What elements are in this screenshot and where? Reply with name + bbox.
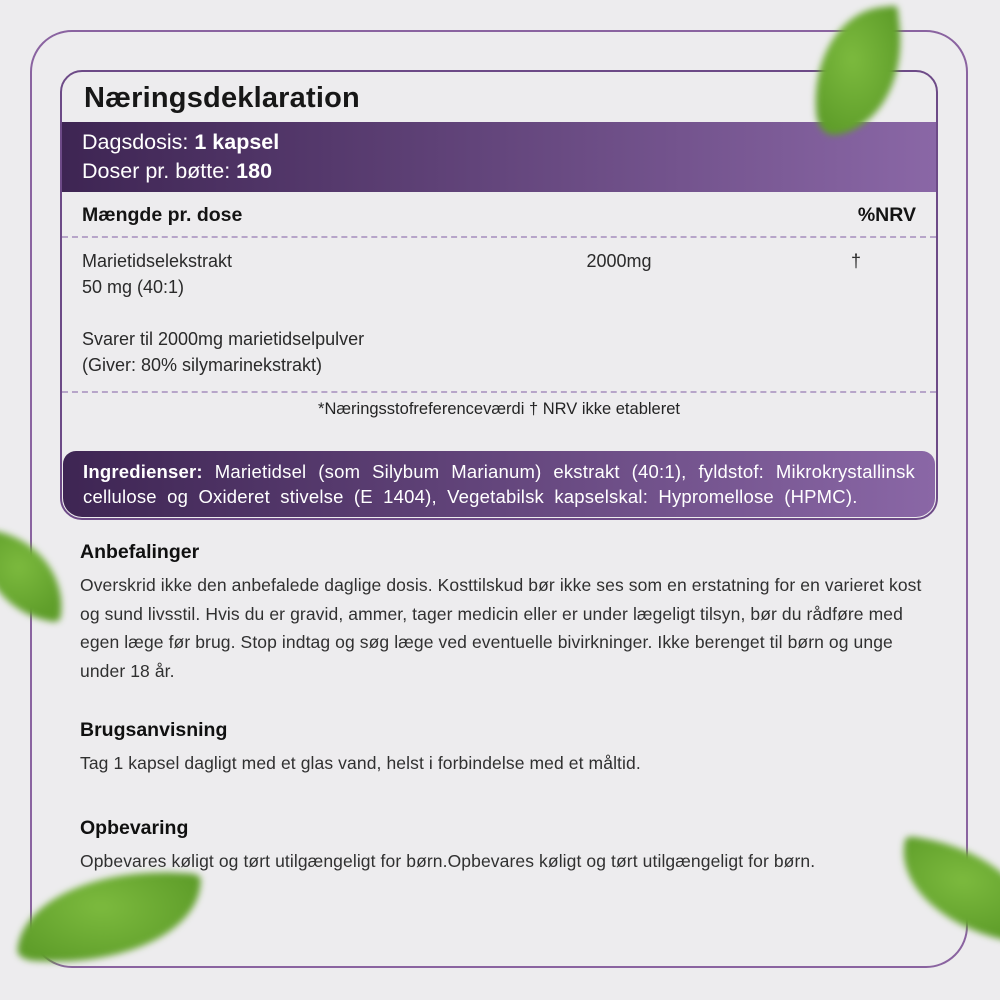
banner-line-doser (82, 157, 916, 186)
leaf-bottom-left-icon (17, 862, 201, 972)
nutrient-amount: 2000mg (586, 251, 652, 271)
dagsdosis-label: Dagsdosis: (82, 130, 195, 154)
leaf-top-right-icon (806, 6, 910, 137)
nutrient-name-line2: 50 mg (40:1) (82, 277, 185, 297)
nrv-footnote: *Næringsstofreferenceværdi † NRV ikke etableret (318, 400, 680, 418)
leaf-shape (806, 6, 910, 137)
equivalence-note (62, 300, 936, 391)
section-body: Tag 1 kapsel dagligt med et glas vand, helst i forbindelse med et måltid. (80, 753, 641, 773)
panel-title-row (62, 72, 936, 122)
leaf-left-icon (0, 529, 71, 622)
nutrition-panel (60, 70, 938, 520)
amount-column-header: Mængde pr. dose (82, 204, 243, 226)
dagsdosis-value: 1 kapsel (194, 130, 280, 154)
equivalence-line1: Svarer til 2000mg marietidselpulver (82, 329, 365, 349)
section-anbefalinger (80, 541, 925, 685)
dose-banner (62, 122, 936, 192)
nutrient-row (62, 238, 936, 300)
nrv-column-header: %NRV (857, 204, 916, 226)
section-body: Opbevares køligt og tørt utilgængeligt for børn.Opbevares køligt og tørt utilgængeligt for børn. (80, 850, 816, 871)
section-brugsanvisning (80, 719, 925, 778)
info-sections (80, 541, 925, 909)
nutrient-name (82, 248, 442, 300)
nutrient-name-line1: Marietidselekstrakt (82, 251, 233, 271)
nutrient-nrv: † (850, 251, 861, 271)
panel-title: Næringsdeklaration (84, 82, 360, 114)
section-heading: Opbevaring (80, 816, 189, 839)
leaf-shape (17, 862, 201, 972)
section-body: Overskrid ikke den anbefalede daglige dosis. Kosttilskud bør ikke ses som en erstatning for en varieret kost og sund livsstil. Hvis du er gravid, ammer, tager medicin eller er under lægeligt tilsyn, bør du rådføre med egen læge før brug. Stop indtag og søg læge ved eventuelle bivirkninger. Ikke berenget til børn og unge under 18 år. (80, 575, 922, 681)
doser-value: 180 (236, 159, 273, 183)
section-heading: Anbefalinger (80, 541, 200, 563)
table-header (62, 192, 936, 236)
ingredients-box (63, 451, 935, 517)
ingredients-label: Ingredienser: (83, 461, 203, 482)
section-opbevaring (80, 817, 925, 876)
leaf-shape (0, 529, 71, 622)
equivalence-line2: (Giver: 80% silymarinekstrakt) (82, 355, 323, 375)
doser-label: Doser pr. bøtte: (82, 159, 237, 183)
section-heading: Brugsanvisning (80, 719, 228, 741)
banner-line-dagsdosis (82, 128, 916, 157)
ingredients-text: Marietidsel (som Silybum Marianum) ekstrakt (40:1), fyldstof: Mikrokrystallinsk cellulose og Oxideret stivelse (E 1404), Vegetabilsk kapselskal: Hypromellose (HPMC). (83, 461, 915, 507)
